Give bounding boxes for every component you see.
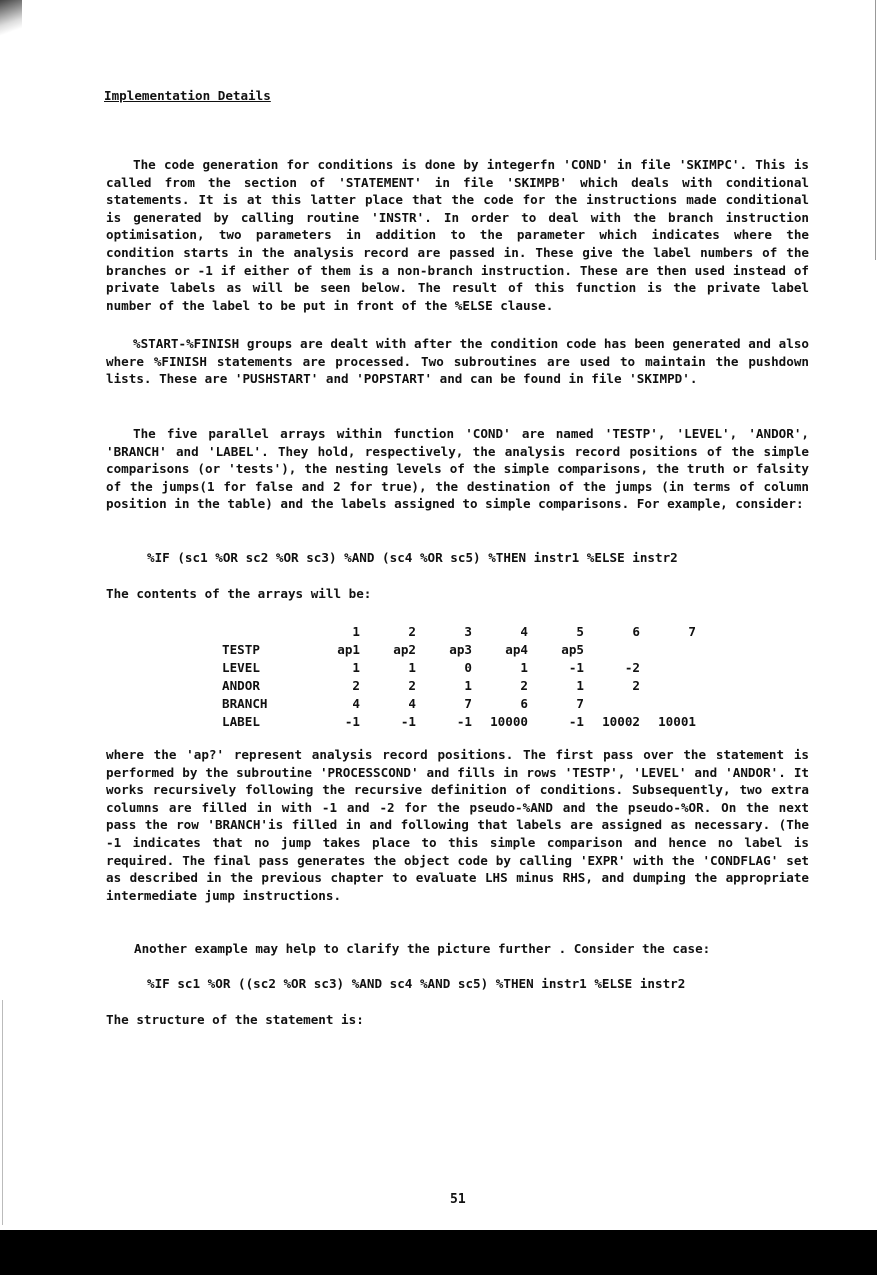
- column-number: 6: [632, 623, 640, 639]
- table-cell: 7: [464, 695, 472, 711]
- table-cell: 4: [352, 695, 360, 711]
- table-cell: 2: [632, 677, 640, 693]
- column-number: 4: [520, 623, 528, 639]
- code-example-2: %IF sc1 %OR ((sc2 %OR sc3) %AND sc4 %AND sc5) %THEN instr1 %ELSE instr2: [147, 976, 686, 991]
- table-cell: ap3: [449, 641, 472, 657]
- column-number: 7: [688, 623, 696, 639]
- row-label: LEVEL: [222, 659, 260, 675]
- table-cell: 2: [352, 677, 360, 693]
- table-cell: -1: [344, 713, 360, 729]
- row-label: ANDOR: [222, 677, 260, 693]
- table-row: [222, 676, 696, 694]
- scan-bottom-black-bar: [0, 1230, 877, 1275]
- table-cell: [640, 694, 696, 712]
- row-label: TESTP: [222, 641, 260, 657]
- table-cell: 4: [408, 695, 416, 711]
- row-label: LABEL: [222, 713, 260, 729]
- paragraph-another-example: Another example may help to clarify the picture further . Consider the case:: [134, 941, 711, 956]
- table-cell: [584, 694, 640, 712]
- table-cell: -1: [568, 659, 584, 675]
- table-cell: 1: [576, 677, 584, 693]
- table-cell: -1: [400, 713, 416, 729]
- table-cell: 6: [520, 695, 528, 711]
- table-cell: ap4: [505, 641, 528, 657]
- paragraph-array-contents-intro: The contents of the arrays will be:: [106, 586, 372, 601]
- table-cell: ap5: [561, 641, 584, 657]
- paragraph-parallel-arrays: The five parallel arrays within function 'COND' are named 'TESTP', 'LEVEL', 'ANDOR', 'BRANCH' and 'LABEL'. They hold, respectively, the analysis record positions of the simple comparisons (or 'tests'), the nesting levels of the simple comparisons, the truth or falsity of the jumps(1 for false and 2 for true), the destination of the jumps (in terms of column position in the table) and the labels assigned to simple comparisons. For example, consider:: [106, 426, 809, 512]
- table-header-row: [222, 622, 696, 640]
- table-cell: 10000: [490, 713, 528, 729]
- table-cell: 10002: [602, 713, 640, 729]
- table-cell: -1: [568, 713, 584, 729]
- scan-margin-line: [2, 1000, 3, 1225]
- column-number: 2: [408, 623, 416, 639]
- table-row: [222, 712, 696, 730]
- scan-corner-artifact: [0, 0, 22, 40]
- table-cell: 0: [464, 659, 472, 675]
- row-label: BRANCH: [222, 695, 268, 711]
- table-cell: [640, 676, 696, 694]
- table-cell: 1: [408, 659, 416, 675]
- table-cell: [584, 640, 640, 658]
- table-cell: ap2: [393, 641, 416, 657]
- table-corner-cell: [222, 622, 304, 640]
- table-cell: 2: [408, 677, 416, 693]
- code-example-1: %IF (sc1 %OR sc2 %OR sc3) %AND (sc4 %OR sc5) %THEN instr1 %ELSE instr2: [147, 550, 678, 565]
- column-number: 1: [352, 623, 360, 639]
- table-cell: [640, 658, 696, 676]
- table-cell: -2: [624, 659, 640, 675]
- table-cell: ap1: [337, 641, 360, 657]
- section-heading: Implementation Details: [104, 88, 271, 103]
- page-number: 51: [450, 1192, 466, 1207]
- paragraph-passes: where the 'ap?' represent analysis record positions. The first pass over the statement is performed by the subroutine 'PROCESSCOND' and fills in rows 'TESTP', 'LEVEL' and 'ANDOR'. It works recursively following the recursive definition of conditions. Subsequently, two extra columns are filled in with -1 and -2 for the pseudo-%AND and the pseudo-%OR. On the next pass the row 'BRANCH'is filled in and following that labels are assigned as necessary. (The -1 indicates that no jump takes place to this simple comparison and hence no label is required. The final pass generates the object code by calling 'EXPR' with the 'CONDFLAG' set as described in the previous chapter to evaluate LHS minus RHS, and dumping the appropriate intermediate jump instructions.: [106, 747, 809, 903]
- scan-edge-line: [875, 0, 876, 260]
- table-cell: 10001: [658, 713, 696, 729]
- column-number: 3: [464, 623, 472, 639]
- column-number: 5: [576, 623, 584, 639]
- table-row: [222, 640, 696, 658]
- table-cell: 7: [576, 695, 584, 711]
- paragraph-cond-function: The code generation for conditions is done by integerfn 'COND' in file 'SKIMPC'. This is called from the section of 'STATEMENT' in file 'SKIMPB' which deals with conditional statements. It is at this latter place that the code for the instructions made conditional is generated by calling routine 'INSTR'. In order to deal with the branch instruction optimisation, two parameters in addition to the parameter which indicates where the condition starts in the analysis record are passed in. These give the label numbers of the branches or -1 if either of them is a non-branch instruction. These are then used instead of private labels as will be seen below. The result of this function is the private label number of the label to be put in front of the %ELSE clause.: [106, 157, 809, 313]
- table-row: [222, 658, 696, 676]
- paragraph-structure-intro: The structure of the statement is:: [106, 1012, 364, 1027]
- table-cell: 2: [520, 677, 528, 693]
- table-cell: [640, 640, 696, 658]
- paragraph-start-finish: %START-%FINISH groups are dealt with after the condition code has been generated and also where %FINISH statements are processed. Two subroutines are used to maintain the pushdown lists. These are 'PUSHSTART' and 'POPSTART' and can be found in file 'SKIMPD'.: [106, 336, 809, 387]
- table-row: [222, 694, 696, 712]
- table-cell: 1: [352, 659, 360, 675]
- table-cell: 1: [520, 659, 528, 675]
- table-cell: 1: [464, 677, 472, 693]
- array-contents-table: [222, 622, 696, 730]
- table-cell: -1: [456, 713, 472, 729]
